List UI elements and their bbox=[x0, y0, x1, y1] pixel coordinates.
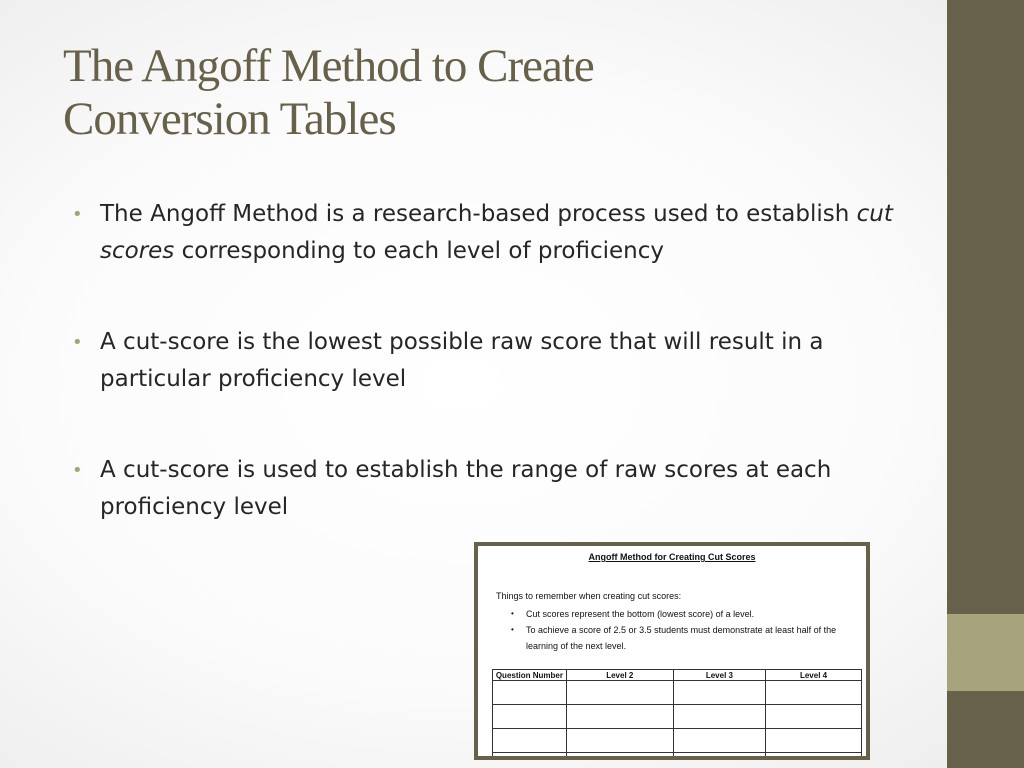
table-cell bbox=[673, 681, 765, 705]
table-cell bbox=[766, 753, 862, 761]
table-header-row bbox=[493, 670, 862, 681]
document-intro: Things to remember when creating cut scores: bbox=[496, 591, 682, 601]
embedded-document-image bbox=[474, 542, 870, 760]
bullet-icon: • bbox=[72, 460, 83, 481]
table-cell bbox=[566, 705, 673, 729]
bullet-text: A cut-score is the lowest possible raw score that will result in a particular proficiency level bbox=[100, 329, 824, 392]
document-list bbox=[496, 606, 846, 654]
table-cell bbox=[673, 729, 765, 753]
bullet-item-cut-score-definition bbox=[72, 324, 902, 398]
table-row bbox=[493, 705, 862, 729]
table-cell bbox=[766, 705, 862, 729]
table-row bbox=[493, 681, 862, 705]
document-list-item bbox=[496, 622, 846, 654]
slide-title bbox=[63, 40, 783, 146]
document-list-item-text: To achieve a score of 2.5 or 3.5 students must demonstrate at least half of the learning of the next level. bbox=[526, 625, 837, 651]
bullet-text-start: The Angoff Method is a research-based process used to establish bbox=[100, 201, 857, 227]
document-list-item bbox=[496, 606, 846, 622]
decorative-side-accent bbox=[947, 614, 1024, 691]
table-cell bbox=[566, 753, 673, 761]
bullet-text: A cut-score is used to establish the range of raw scores at each proficiency level bbox=[100, 457, 832, 520]
document-title: Angoff Method for Creating Cut Scores bbox=[588, 552, 756, 562]
slide-title-line-2: Conversion Tables bbox=[63, 93, 396, 145]
table-cell bbox=[493, 729, 567, 753]
bullet-list bbox=[72, 196, 902, 580]
table-cell bbox=[673, 753, 765, 761]
bullet-item-angoff-definition bbox=[72, 196, 902, 270]
table-cell bbox=[766, 681, 862, 705]
cut-score-table bbox=[492, 669, 862, 760]
slide-title-line-1: The Angoff Method to Create bbox=[63, 40, 594, 92]
bullet-text-end: corresponding to each level of proficiency bbox=[174, 238, 664, 264]
table-cell bbox=[566, 729, 673, 753]
bullet-icon: • bbox=[72, 204, 83, 225]
document-bullet-icon: • bbox=[511, 609, 514, 618]
bullet-item-cut-score-usage bbox=[72, 452, 902, 526]
table-header-question-number: Question Number bbox=[493, 670, 567, 681]
table-header-level-2: Level 2 bbox=[566, 670, 673, 681]
document-list-item-text: Cut scores represent the bottom (lowest score) of a level. bbox=[526, 609, 755, 619]
table-cell bbox=[566, 681, 673, 705]
table-header-level-4: Level 4 bbox=[766, 670, 862, 681]
bullet-icon: • bbox=[72, 332, 83, 353]
table-row bbox=[493, 729, 862, 753]
bullet-text-emphasis: cut scores bbox=[100, 201, 893, 264]
table-cell bbox=[673, 705, 765, 729]
table-cell bbox=[766, 729, 862, 753]
table-row bbox=[493, 753, 862, 761]
table-header-level-3: Level 3 bbox=[673, 670, 765, 681]
table-cell bbox=[493, 681, 567, 705]
table-cell bbox=[493, 705, 567, 729]
table-cell bbox=[493, 753, 567, 761]
document-bullet-icon: • bbox=[511, 625, 514, 634]
